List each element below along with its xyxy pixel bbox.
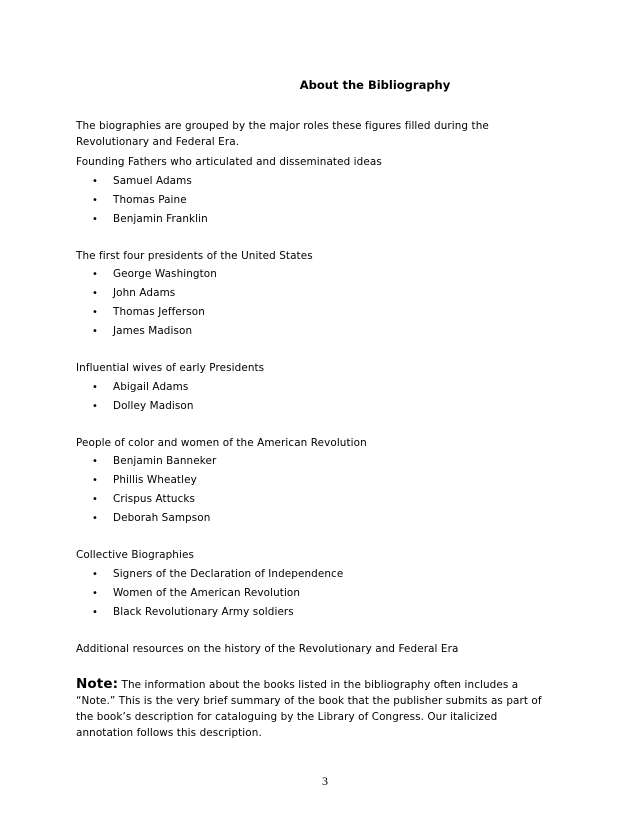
bullet-icon: • bbox=[92, 456, 98, 467]
bullet-icon: • bbox=[92, 400, 98, 412]
list-item bbox=[76, 210, 546, 229]
list-item-label: Thomas Jefferson bbox=[113, 306, 205, 318]
list-item bbox=[76, 490, 546, 509]
list-item bbox=[76, 265, 546, 284]
page-number: 3 bbox=[322, 774, 328, 788]
bullet-list bbox=[76, 452, 546, 528]
list-item-label: Dolley Madison bbox=[113, 399, 194, 412]
group-people-of-color-and-women bbox=[76, 434, 546, 529]
intro-line-1: The biographies are grouped by the major roles these figures filled during the bbox=[76, 120, 489, 132]
bullet-icon: • bbox=[92, 213, 98, 225]
list-item bbox=[76, 172, 546, 191]
document-body bbox=[76, 118, 546, 741]
list-item-label: Deborah Sampson bbox=[113, 512, 211, 524]
note-label: Note: bbox=[76, 676, 119, 692]
bullet-list bbox=[76, 265, 546, 341]
note-line-3: the book’s description for cataloguing by the Library of Congress. Our italicized bbox=[76, 711, 498, 723]
list-item bbox=[76, 322, 546, 341]
bullet-list bbox=[76, 565, 546, 622]
list-item-label: Phillis Wheatley bbox=[113, 474, 197, 486]
bullet-list bbox=[76, 172, 546, 229]
bullet-list bbox=[76, 378, 546, 416]
list-item-label: Thomas Paine bbox=[113, 193, 187, 206]
list-item bbox=[76, 378, 546, 397]
group-heading: Influential wives of early Presidents bbox=[76, 362, 265, 374]
bullet-icon: • bbox=[92, 194, 98, 206]
list-item bbox=[76, 471, 546, 490]
list-item bbox=[76, 584, 546, 603]
list-item-label: Black Revolutionary Army soldiers bbox=[113, 605, 294, 618]
note-line-2: “Note.” This is the very brief summary of the book that the publisher submits as part of bbox=[76, 695, 542, 707]
bullet-icon: • bbox=[92, 326, 98, 337]
list-item-label: Women of the American Revolution bbox=[113, 586, 301, 599]
bullet-icon: • bbox=[92, 513, 98, 524]
spacer bbox=[76, 528, 546, 546]
intro-line-2: Revolutionary and Federal Era. bbox=[76, 136, 240, 148]
note-paragraph bbox=[76, 676, 546, 741]
spacer bbox=[76, 341, 546, 359]
note-line-4: annotation follows this description. bbox=[76, 727, 262, 739]
bullet-icon: • bbox=[92, 568, 98, 580]
spacer bbox=[76, 416, 546, 434]
list-item bbox=[76, 191, 546, 210]
group-heading: Collective Biographies bbox=[76, 549, 194, 561]
group-heading: Founding Fathers who articulated and disseminated ideas bbox=[76, 156, 382, 168]
list-item-label: Samuel Adams bbox=[113, 174, 192, 187]
additional-resources: Additional resources on the history of the Revolutionary and Federal Era bbox=[76, 642, 459, 655]
group-heading: The first four presidents of the United States bbox=[76, 249, 313, 262]
list-item bbox=[76, 603, 546, 622]
list-item-label: Benjamin Franklin bbox=[113, 212, 208, 225]
bullet-icon: • bbox=[92, 606, 98, 618]
bullet-icon: • bbox=[92, 494, 98, 505]
bullet-icon: • bbox=[92, 587, 98, 599]
list-item-label: James Madison bbox=[113, 325, 193, 337]
group-wives bbox=[76, 359, 546, 416]
bullet-icon: • bbox=[92, 175, 98, 187]
list-item-label: Abigail Adams bbox=[113, 380, 189, 393]
bullet-icon: • bbox=[92, 307, 98, 318]
group-founding-fathers bbox=[76, 153, 546, 229]
group-heading: People of color and women of the American Revolution bbox=[76, 436, 367, 449]
bullet-icon: • bbox=[92, 288, 98, 299]
list-item-label: George Washington bbox=[113, 268, 217, 280]
list-item-label: Crispus Attucks bbox=[113, 493, 196, 505]
group-presidents bbox=[76, 247, 546, 342]
bullet-icon: • bbox=[92, 381, 98, 393]
list-item bbox=[76, 397, 546, 416]
bullet-icon: • bbox=[92, 475, 98, 486]
list-item bbox=[76, 565, 546, 584]
list-item bbox=[76, 509, 546, 528]
spacer bbox=[76, 229, 546, 247]
list-item bbox=[76, 452, 546, 471]
list-item bbox=[76, 303, 546, 322]
list-item-label: John Adams bbox=[113, 287, 176, 299]
spacer bbox=[76, 622, 546, 640]
list-item-label: Benjamin Banneker bbox=[113, 455, 217, 467]
page-title: About the Bibliography bbox=[299, 78, 451, 92]
list-item-label: Signers of the Declaration of Independence bbox=[113, 567, 344, 580]
intro-paragraph bbox=[76, 118, 546, 150]
list-item bbox=[76, 284, 546, 303]
note-line-1: The information about the books listed in the bibliography often includes a bbox=[118, 679, 519, 691]
bullet-icon: • bbox=[92, 269, 98, 280]
group-collective-biographies bbox=[76, 546, 546, 622]
